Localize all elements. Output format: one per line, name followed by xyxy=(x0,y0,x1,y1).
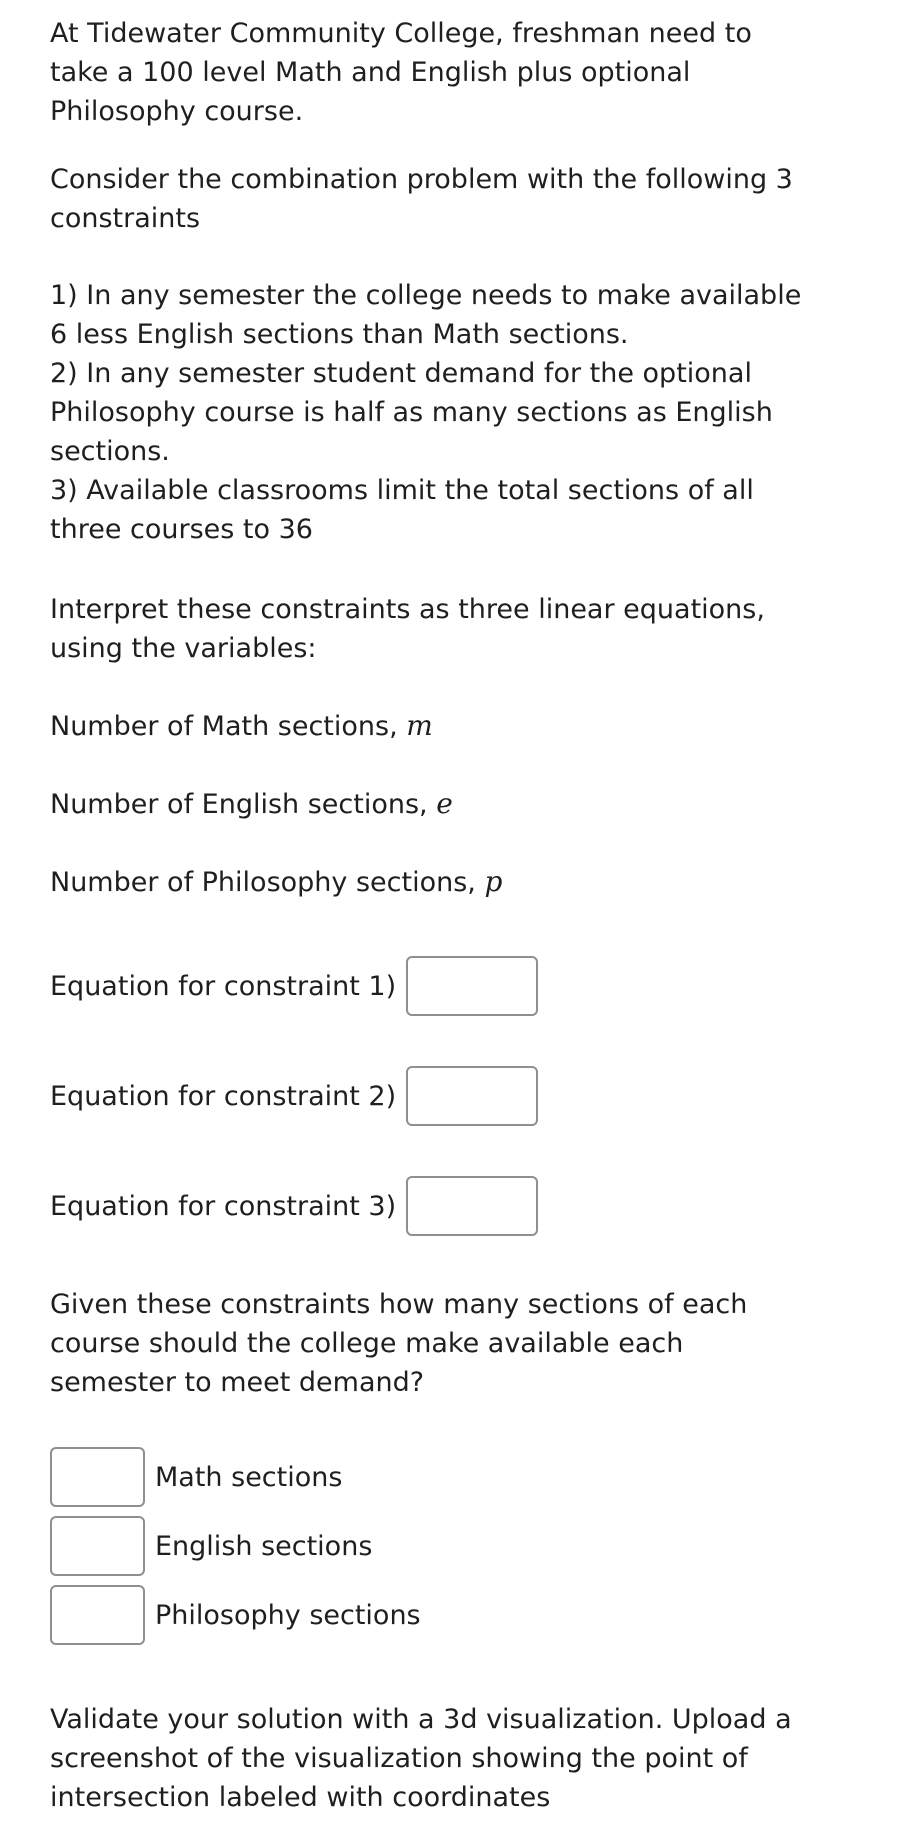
constraint-line: three courses to 36 xyxy=(50,514,313,545)
constraint-line: 6 less English sections than Math sections. xyxy=(50,319,629,350)
validate-line: intersection labeled with coordinates xyxy=(50,1782,551,1813)
philosophy-sections-input[interactable] xyxy=(50,1585,145,1645)
question-paragraph xyxy=(50,1285,810,1403)
combination-line: Consider the combination problem with the following 3 xyxy=(50,164,793,195)
variable-symbol: e xyxy=(436,787,453,820)
question-line: semester to meet demand? xyxy=(50,1367,425,1398)
answer-label: Math sections xyxy=(155,1461,343,1493)
variable-symbol: p xyxy=(484,865,503,898)
answer-row-philosophy xyxy=(50,1583,810,1647)
constraint-line: 3) Available classrooms limit the total sections of all xyxy=(50,475,754,506)
question-line: course should the college make available each xyxy=(50,1328,684,1359)
english-sections-input[interactable] xyxy=(50,1516,145,1576)
intro-line: Philosophy course. xyxy=(50,96,304,127)
interpret-line: using the variables: xyxy=(50,633,317,664)
constraints-list xyxy=(50,276,810,548)
constraint-line: 2) In any semester student demand for the optional xyxy=(50,358,752,389)
interpret-paragraph xyxy=(50,590,810,668)
variable-label: Number of Math sections, xyxy=(50,711,407,742)
intro-line: At Tidewater Community College, freshman need to xyxy=(50,18,752,49)
equation-label: Equation for constraint 1) xyxy=(50,970,397,1002)
answer-row-math xyxy=(50,1445,810,1509)
variable-philosophy xyxy=(50,862,810,901)
intro-paragraph xyxy=(50,14,810,132)
combination-line: constraints xyxy=(50,203,201,234)
constraint-line: 1) In any semester the college needs to make available xyxy=(50,280,802,311)
variable-label: Number of English sections, xyxy=(50,789,437,820)
answer-label: English sections xyxy=(155,1530,373,1562)
math-sections-input[interactable] xyxy=(50,1447,145,1507)
equation-row-3 xyxy=(50,1173,810,1239)
equation-label: Equation for constraint 2) xyxy=(50,1080,397,1112)
interpret-line: Interpret these constraints as three linear equations, xyxy=(50,594,765,625)
variable-label: Number of Philosophy sections, xyxy=(50,867,485,898)
validate-paragraph xyxy=(50,1700,810,1818)
answer-row-english xyxy=(50,1514,810,1578)
validate-line: screenshot of the visualization showing the point of xyxy=(50,1743,748,1774)
intro-line: take a 100 level Math and English plus optional xyxy=(50,57,691,88)
answer-label: Philosophy sections xyxy=(155,1599,421,1631)
equation-1-input[interactable] xyxy=(406,956,538,1016)
validate-line: Validate your solution with a 3d visualization. Upload a xyxy=(50,1704,792,1735)
variable-symbol: m xyxy=(406,709,433,742)
equation-2-input[interactable] xyxy=(406,1066,538,1126)
constraint-line: Philosophy course is half as many sections as English xyxy=(50,397,773,428)
variable-math xyxy=(50,706,810,745)
equation-row-1 xyxy=(50,953,810,1019)
equation-row-2 xyxy=(50,1063,810,1129)
combination-paragraph xyxy=(50,160,810,238)
problem-content xyxy=(50,14,810,1818)
variable-english xyxy=(50,784,810,823)
constraint-line: sections. xyxy=(50,436,170,467)
equation-label: Equation for constraint 3) xyxy=(50,1190,397,1222)
equation-3-input[interactable] xyxy=(406,1176,538,1236)
question-line: Given these constraints how many sections of each xyxy=(50,1289,748,1320)
